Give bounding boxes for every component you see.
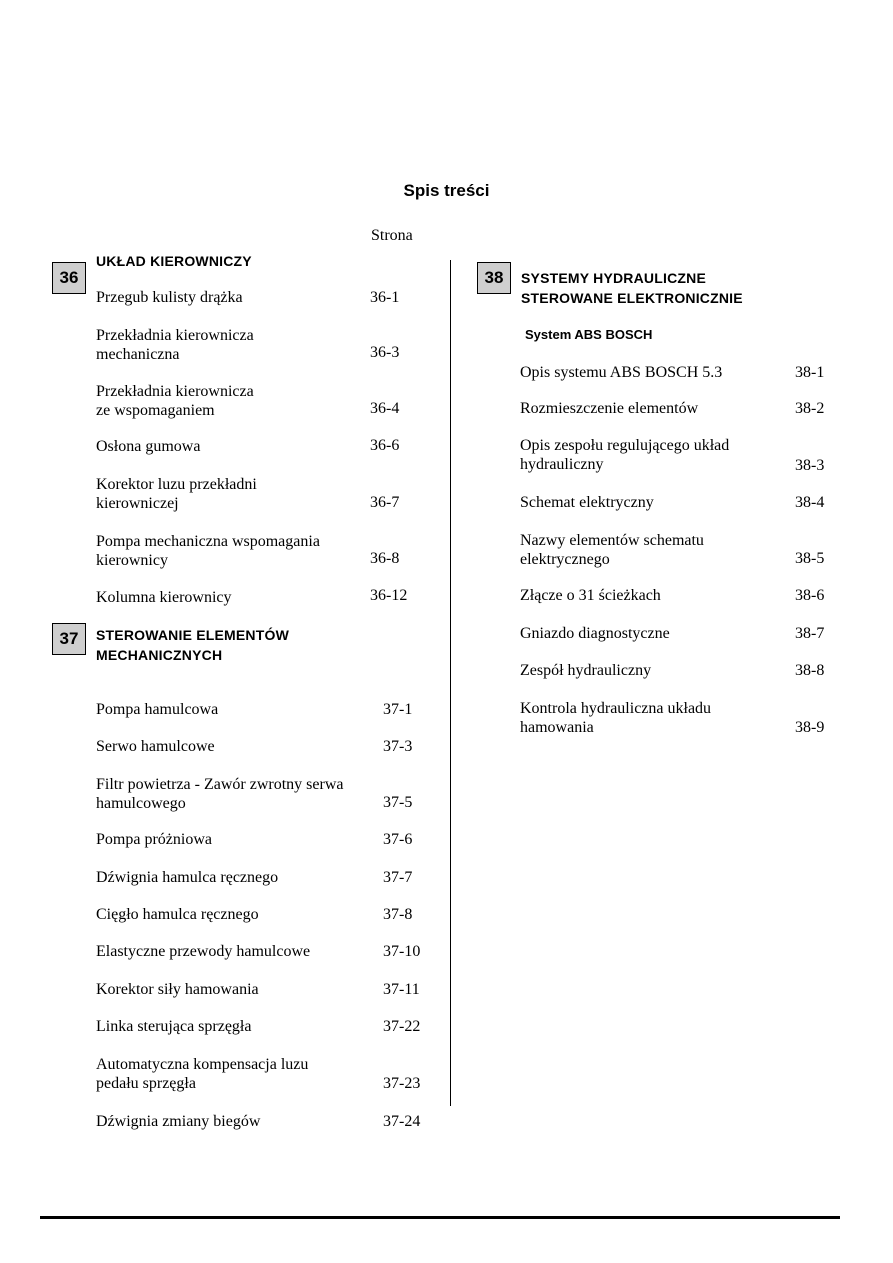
toc-entry-page: 38-2 (795, 400, 825, 417)
toc-entry-page: 37-8 (383, 906, 413, 923)
toc-entry-page: 38-3 (795, 457, 825, 474)
toc-entry-page: 36-1 (370, 289, 400, 306)
toc-entry-label[interactable]: Nazwy elementów schematu elektrycznego (520, 532, 704, 568)
toc-entry-page: 38-4 (795, 494, 825, 511)
section-37-badge: 37 (52, 623, 86, 655)
toc-entry-page: 37-24 (383, 1113, 421, 1130)
toc-entry-page: 37-1 (383, 701, 413, 718)
toc-entry-label[interactable]: Kontrola hydrauliczna układu hamowania (520, 700, 712, 736)
toc-entry-label[interactable]: Pompa hamulcowa (96, 701, 219, 718)
page-column-header: Strona (371, 227, 413, 244)
toc-entry-page: 36-12 (370, 587, 408, 604)
toc-entry-label[interactable]: Korektor luzu przekładni kierowniczej (96, 476, 257, 512)
toc-entry-page: 37-6 (383, 831, 413, 848)
toc-entry-page: 38-5 (795, 550, 825, 567)
toc-entry-page: 37-3 (383, 738, 413, 755)
toc-entry-label[interactable]: Opis zespołu regulującego układ hydrauliczny (520, 437, 730, 473)
toc-entry-label[interactable]: Filtr powietrza - Zawór zwrotny serwa hamulcowego (96, 776, 344, 812)
toc-entry-label[interactable]: Opis systemu ABS BOSCH 5.3 (520, 364, 723, 381)
section-38-badge: 38 (477, 262, 511, 294)
toc-entry-label[interactable]: Elastyczne przewody hamulcowe (96, 943, 311, 960)
section-37-title: STEROWANIE ELEMENTÓW MECHANICZNYCH (96, 627, 289, 663)
toc-entry-label[interactable]: Gniazdo diagnostyczne (520, 625, 670, 642)
toc-entry-page: 38-7 (795, 625, 825, 642)
toc-entry-page: 36-6 (370, 437, 400, 454)
toc-entry-page: 38-6 (795, 587, 825, 604)
toc-entry-label[interactable]: Zespół hydrauliczny (520, 662, 652, 679)
toc-entry-label[interactable]: Serwo hamulcowe (96, 738, 215, 755)
toc-entry-page: 37-11 (383, 981, 420, 998)
toc-entry-page: 38-1 (795, 364, 825, 381)
toc-entry-label[interactable]: Złącze o 31 ścieżkach (520, 587, 661, 604)
toc-entry-page: 37-22 (383, 1018, 421, 1035)
toc-entry-label[interactable]: Automatyczna kompensacja luzu pedału sprzęgła (96, 1056, 309, 1092)
toc-entry-label[interactable]: Cięgło hamulca ręcznego (96, 906, 259, 923)
toc-entry-label[interactable]: Pompa mechaniczna wspomagania kierownicy (96, 533, 320, 569)
toc-entry-page: 37-23 (383, 1075, 421, 1092)
section-36-badge: 36 (52, 262, 86, 294)
toc-entry-page: 37-7 (383, 869, 413, 886)
toc-entry-label[interactable]: Dźwignia hamulca ręcznego (96, 869, 279, 886)
toc-entry-label[interactable]: Przekładnia kierownicza mechaniczna (96, 327, 254, 363)
toc-entry-page: 37-10 (383, 943, 421, 960)
toc-entry-label[interactable]: Przegub kulisty drążka (96, 289, 243, 306)
toc-entry-page: 37-5 (383, 794, 413, 811)
toc-entry-page: 36-7 (370, 494, 400, 511)
toc-entry-page: 36-4 (370, 400, 400, 417)
section-38-title: SYSTEMY HYDRAULICZNE STEROWANE ELEKTRONICZNIE (521, 270, 743, 306)
toc-entry-page: 38-9 (795, 719, 825, 736)
toc-entry-page: 38-8 (795, 662, 825, 679)
footer-rule (40, 1216, 840, 1219)
page-title: Spis treści (403, 181, 490, 200)
toc-entry-label[interactable]: Osłona gumowa (96, 438, 201, 455)
toc-entry-label[interactable]: Pompa próżniowa (96, 831, 212, 848)
toc-entry-page: 36-8 (370, 550, 400, 567)
section-36-title: UKŁAD KIEROWNICZY (96, 253, 252, 269)
toc-entry-label[interactable]: Dźwignia zmiany biegów (96, 1113, 261, 1130)
toc-entry-label[interactable]: Przekładnia kierownicza ze wspomaganiem (96, 383, 254, 419)
toc-entry-label[interactable]: Schemat elektryczny (520, 494, 654, 511)
toc-entry-page: 36-3 (370, 344, 400, 361)
toc-entry-label[interactable]: Kolumna kierownicy (96, 589, 232, 606)
toc-entry-label[interactable]: Korektor siły hamowania (96, 981, 259, 998)
section-38-subtitle: System ABS BOSCH (525, 327, 653, 342)
column-divider (450, 260, 451, 1106)
toc-entry-label[interactable]: Linka sterująca sprzęgła (96, 1018, 252, 1035)
toc-entry-label[interactable]: Rozmieszczenie elementów (520, 400, 699, 417)
